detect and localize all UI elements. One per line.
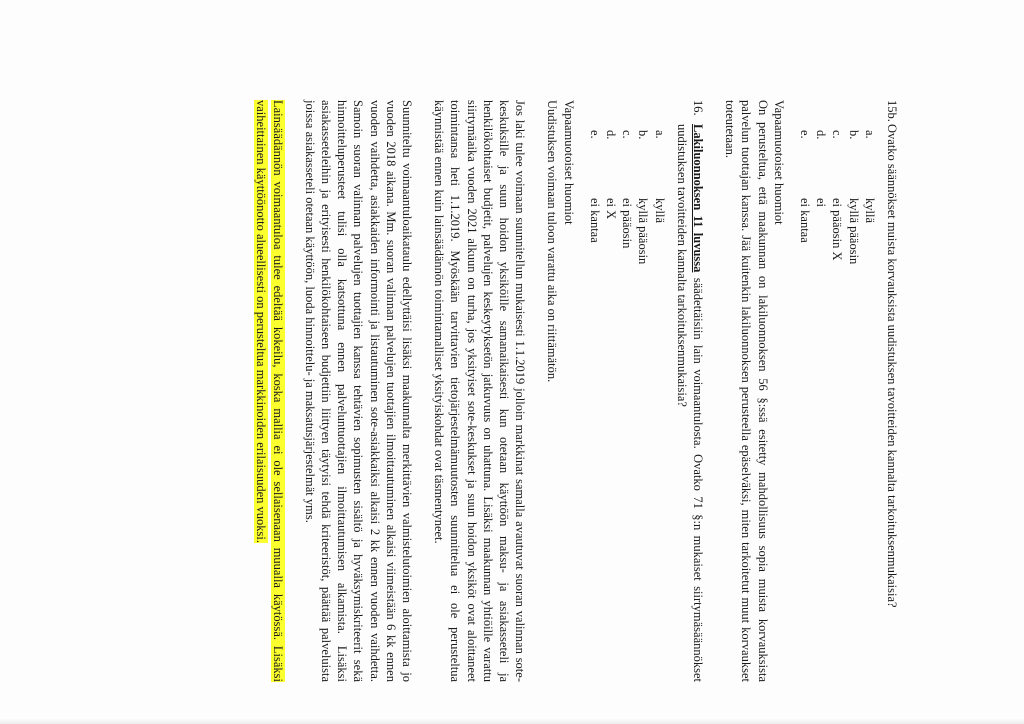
q16-option-d: d. ei X: [604, 130, 619, 220]
q15-free-heading: Vapaamuotoiset huomiot: [771, 100, 786, 225]
q15-option-a: a. kyllä: [862, 130, 877, 223]
question-15b-options: [797, 100, 878, 682]
question-16-number: 16.: [691, 100, 706, 116]
q16-option-b: b. kyllä pääosin: [636, 130, 651, 265]
q16-option-e: e. ei kantaa: [587, 130, 602, 243]
q16-highlighted-paragraph: [253, 100, 285, 682]
question-15b-text: Ovatko säännökset muista korvauksista uudistuksen tavoitteiden kannalta tarkoituksenmukaisia?: [885, 124, 899, 608]
rotated-document-page: [82, 22, 942, 702]
q16-free-heading: Vapaamuotoiset huomiot: [561, 100, 576, 225]
question-15b: [884, 100, 900, 682]
question-16-text: säädettäisiin lain voimaantulosta. Ovatko 71 §:n mukaiset siirtymäsäännökset uudistuksen tavoitteiden kannalta tarkoituksenmukaisia?: [674, 124, 706, 683]
question-16-lead: Lakiluonnoksen 11 luvussa: [691, 124, 706, 273]
q15-option-d: d. ei: [814, 130, 829, 208]
question-16-options: [587, 100, 668, 682]
question-15b-number: 15b.: [885, 100, 899, 122]
question-16: [674, 100, 706, 682]
highlighted-text: Lainsäädännön voimaantuloa tulee edeltää kokeilu, koska mallia ei ole sellaisenaan muualla käytössä. Lisäksi vaiheittainen käyttöönotto alueellisesti on perusteltua markkinoiden erilaisuuden vuoksi.: [254, 100, 285, 682]
q15-free-text: On perusteltua, että maakunnan on lakiluonnoksen 56 §:ssä esitetty mahdollisuus sopia muista korvauksista palvelun tuottajan kanssa. Jää kuitenkin lakiluonnoksen perusteella epäselväksi, miten tarkoitetut muut korvaukset toteutetaan.: [723, 100, 770, 682]
q16-paragraph-2: Suunniteltu voimaantuloaikataulu edellyttäisi lisäksi maakunnalta merkittävien valmistelutoimien aloittamista jo vuoden 2018 aikana. Mm. suoran valinnan palvelujen tuottajien ilmoittautuminen alkaisi viimeistään 6 kk ennen vuoden vaihdetta, asiakkaiden informointi ja listautuminen sote-asiakkaiksi alkaisi 2 kk ennen vuoden vaihdetta. Samoin suoran valinnan palvelujen tuottajien kanssa tehtävien sopimusten sisältö ja hyväksymiskriteerit sekä hinnoitteluperusteet tulisi olla katsottuna ennen palveluntuottajien ilmoittautumisen alkamista. Lisäksi asiakasseteleihin ja erityisesti henkilökohtaiseen budjettiin liittyen täytyisi tehdä kriteeristöt, päättää palveluista joissa asiakasseteli otetaan käyttöön, luoda hinnoittelu- ja maksatusjärjestelmät yms.: [302, 100, 415, 682]
q16-free-line: Uudistuksen voimaan tuloon varattu aika on riittämätön.: [545, 100, 560, 383]
q15-option-e: e. ei kantaa: [798, 130, 813, 243]
q15-option-b: b. kyllä pääosin: [846, 130, 861, 265]
q15-option-c: c. ei pääosin X: [830, 130, 845, 261]
scan-bottom-edge: [0, 718, 1024, 724]
q16-option-c: c. ei pääosin: [620, 130, 635, 249]
q16-paragraph-1: Jos laki tulee voimaan suunnitellun mukaisesti 1.1.2019 jolloin markkinat samalla avautuvat suoran valinnan sote-keskuksille ja suun hoidon yksiköille samanaikaisesti kun otetaan käyttöön maksu- ja asiakasseteli ja henkilökohtaiset budjetit, palvelujen keskeytyksetön jatkuvuus on uhattuna. Lisäksi maakunnan yhtiöille varattu siirtymäaika vuoden 2021 alkuun on turha, jos yksityiset sote-keskukset ja suun hoidon yksiköt ovat aloittaneet toimintansa heti 1.1.2019. Myöskään tarvittavien tietojärjestelmämuutosten suunnittelua ei ole perusteltua käynnistää ennen kuin lainsäädännön toimintamalliset yksityiskohdat ovat täsmentyneet.: [432, 100, 528, 682]
q16-option-a: a. kyllä: [652, 130, 667, 223]
